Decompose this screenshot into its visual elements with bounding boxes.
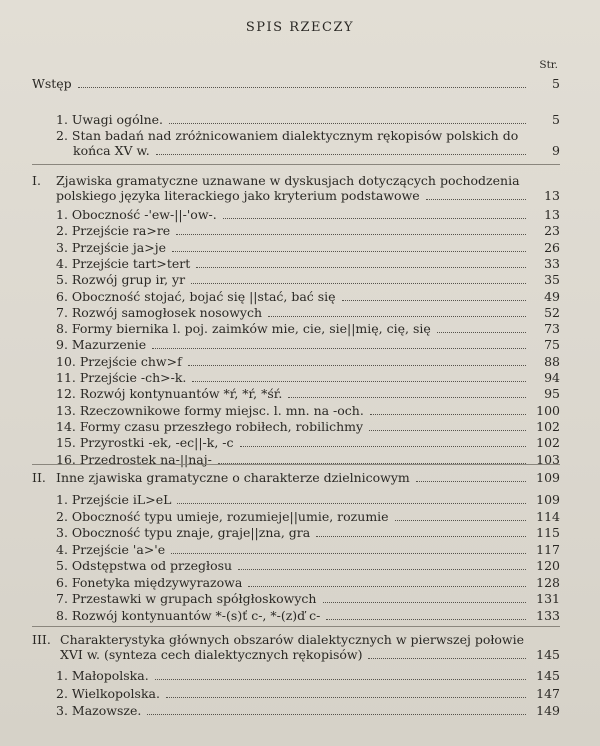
section-divider	[32, 464, 560, 465]
entry-page: 102	[536, 435, 560, 451]
dot-leader	[326, 618, 526, 620]
toc-entry	[56, 207, 560, 222]
toc-entry	[56, 419, 560, 434]
part-heading	[60, 632, 560, 662]
entry-page: 109	[536, 470, 560, 485]
toc-entry-multiline	[56, 128, 560, 158]
toc-entry	[56, 435, 560, 450]
entry-label: 1. Uwagi ogólne.	[56, 112, 164, 127]
entry-label: 6. Fonetyka międzywyrazowa	[56, 574, 243, 590]
dot-leader	[370, 413, 526, 415]
entry-label: 9. Mazurzenie	[56, 337, 147, 353]
dot-leader	[191, 282, 526, 284]
entry-page: 145	[536, 668, 560, 683]
toc-entry	[56, 256, 560, 271]
entry-page: 5	[552, 112, 560, 127]
part-heading-text: Inne zjawiska gramatyczne o charakterze dzielnicowym	[56, 470, 410, 485]
dot-leader	[437, 331, 526, 333]
toc-entry	[56, 289, 560, 304]
dot-leader	[147, 713, 526, 715]
part-heading	[32, 470, 560, 485]
page-title: SPIS RZECZY	[245, 20, 355, 35]
entry-page: 100	[536, 402, 560, 418]
entry-page: 95	[544, 386, 560, 402]
section-divider	[32, 164, 560, 165]
part-number: I.	[32, 173, 41, 188]
toc-entry	[56, 337, 560, 352]
dot-leader	[369, 429, 526, 431]
entry-label-line1: 2. Stan badań nad zróżnicowaniem dialektycznym rękopisów polskich do	[56, 128, 519, 143]
entry-label: 10. Przejście chw>f	[56, 353, 182, 369]
dot-leader	[196, 266, 526, 268]
entry-page: 120	[536, 558, 560, 573]
dot-leader	[172, 250, 526, 252]
entry-label: 3. Mazowsze.	[56, 703, 142, 718]
entry-page: 114	[536, 508, 560, 524]
entry-page: 13	[544, 188, 560, 203]
dot-leader	[156, 153, 526, 155]
entry-page: 5	[552, 76, 560, 91]
toc-entry	[56, 305, 560, 320]
entry-page: 131	[536, 591, 560, 606]
entry-page: 35	[544, 272, 560, 288]
entry-label: 16. Przedrostek na-||naj-	[56, 451, 212, 467]
entry-page: 13	[544, 207, 560, 222]
toc-entry	[56, 492, 560, 507]
toc-entry	[56, 608, 560, 623]
part-heading	[56, 173, 560, 203]
dot-leader	[238, 568, 526, 570]
entry-label: Wstęp	[32, 76, 72, 91]
dot-leader	[416, 480, 526, 482]
part-heading-line1: Charakterystyka głównych obszarów dialektycznych w pierwszej połowie	[60, 632, 525, 647]
entry-page: 52	[544, 304, 560, 320]
part-heading-line1: Zjawiska gramatyczne uznawane w dyskusjach dotyczących pochodzenia	[56, 173, 520, 188]
entry-label: 2. Oboczność typu umieje, rozumieje||umie, rozumie	[56, 508, 389, 524]
entry-label: 1. Oboczność -'ew-||-'ow-.	[56, 207, 217, 222]
toc-entry	[56, 668, 560, 683]
toc-entry	[56, 525, 560, 540]
toc-entry	[56, 591, 560, 606]
dot-leader	[323, 601, 527, 603]
entry-label: 7. Rozwój samogłosek nosowych	[56, 304, 263, 320]
entry-page: 23	[544, 223, 560, 239]
dot-leader	[368, 657, 526, 659]
dot-leader	[248, 585, 526, 587]
page-column-label: Str.	[539, 59, 558, 71]
dot-leader	[240, 445, 526, 447]
entry-page: 103	[536, 451, 560, 467]
toc-entry	[56, 703, 560, 718]
entry-page: 33	[544, 255, 560, 271]
toc-entry	[56, 575, 560, 590]
dot-leader	[426, 198, 526, 200]
entry-label: 1. Przejście iL>eL	[56, 492, 172, 507]
entry-page: 49	[544, 288, 560, 304]
entry-label-line2-row	[73, 143, 560, 158]
dot-leader	[316, 535, 526, 537]
entry-label: 6. Oboczność stojać, bojać się ||stać, bać się	[56, 288, 336, 304]
part-heading-line2-row	[60, 647, 560, 662]
part-heading-line2-row	[56, 188, 560, 203]
entry-page: 102	[536, 418, 560, 434]
entry-label-line2: końca XV w.	[73, 143, 150, 158]
dot-leader	[177, 502, 526, 504]
entry-page: 133	[536, 607, 560, 623]
entry-page: 115	[536, 525, 560, 540]
dot-leader	[166, 696, 526, 698]
toc-entry	[56, 272, 560, 287]
entry-label: 8. Formy biernika l. poj. zaimków mie, cie, sie||mię, cię, się	[56, 321, 431, 337]
entry-label: 7. Przestawki w grupach spółgłoskowych	[56, 591, 317, 606]
toc-entry	[56, 686, 560, 701]
dot-leader	[152, 347, 526, 349]
toc-entry	[56, 386, 560, 401]
toc-entry	[56, 558, 560, 573]
toc-entry	[56, 542, 560, 557]
entry-label: 3. Oboczność typu znaje, graje||zna, gra	[56, 525, 311, 540]
entry-page: 117	[536, 541, 560, 557]
toc-entry	[56, 321, 560, 336]
dot-leader	[155, 678, 526, 680]
entry-label: 13. Rzeczownikowe formy miejsc. l. mn. na -och.	[56, 402, 364, 418]
dot-leader	[395, 519, 526, 521]
entry-page: 73	[544, 321, 560, 337]
dot-leader	[342, 299, 526, 301]
entry-page: 9	[552, 143, 560, 158]
entry-label: 2. Przejście ra>re	[56, 223, 171, 239]
toc-entry	[56, 223, 560, 238]
toc-entry-intro	[32, 76, 560, 91]
entry-label: 1. Małopolska.	[56, 668, 149, 683]
entry-label: 8. Rozwój kontynuantów *-(s)ť c-, *-(z)ď c-	[56, 607, 321, 623]
entry-page: 88	[544, 353, 560, 369]
dot-leader	[78, 86, 526, 88]
dot-leader	[176, 233, 526, 235]
dot-leader	[169, 122, 526, 124]
dot-leader	[223, 217, 526, 219]
entry-page: 128	[536, 574, 560, 590]
part-number: III.	[32, 632, 51, 647]
entry-page: 109	[536, 492, 560, 507]
entry-page: 94	[544, 370, 560, 385]
entry-label: 11. Przejście -ch>-k.	[56, 370, 187, 385]
entry-label: 4. Przejście 'a>'e	[56, 541, 166, 557]
entry-page: 149	[536, 703, 560, 718]
toc-entry	[56, 509, 560, 524]
entry-page: 147	[536, 685, 560, 701]
entry-label: 2. Wielkopolska.	[56, 685, 160, 701]
entry-label: 15. Przyrostki -ek, -ec||-k, -c	[56, 435, 234, 451]
dot-leader	[192, 380, 526, 382]
toc-entry	[56, 354, 560, 369]
entry-label: 3. Przejście ja>je	[56, 239, 167, 255]
toc-entry	[56, 112, 560, 127]
entry-page: 26	[544, 239, 560, 255]
toc-entry	[56, 370, 560, 385]
toc-entry	[56, 240, 560, 255]
entry-label: 12. Rozwój kontynuantów *ŕ, *ŕ, *śŕ.	[56, 386, 283, 402]
entry-page: 145	[536, 647, 560, 662]
part-heading-line2: polskiego języka literackiego jako kryterium podstawowe	[56, 188, 420, 203]
dot-leader	[171, 552, 526, 554]
dot-leader	[288, 396, 526, 398]
entry-label: 5. Rozwój grup ir, yr	[56, 272, 186, 288]
section-divider	[32, 626, 560, 627]
dot-leader	[268, 315, 526, 317]
entry-label: 5. Odstępstwa od przegłosu	[56, 558, 233, 573]
entry-label: 4. Przejście tart>tert	[56, 255, 191, 271]
toc-entry	[56, 403, 560, 418]
entry-label: 14. Formy czasu przeszłego robiłech, robilichmy	[56, 418, 364, 434]
dot-leader	[188, 364, 526, 366]
part-number: II.	[32, 470, 46, 485]
entry-page: 75	[544, 337, 560, 353]
part-heading-line2: XVI w. (synteza cech dialektycznych rękopisów)	[60, 647, 363, 662]
